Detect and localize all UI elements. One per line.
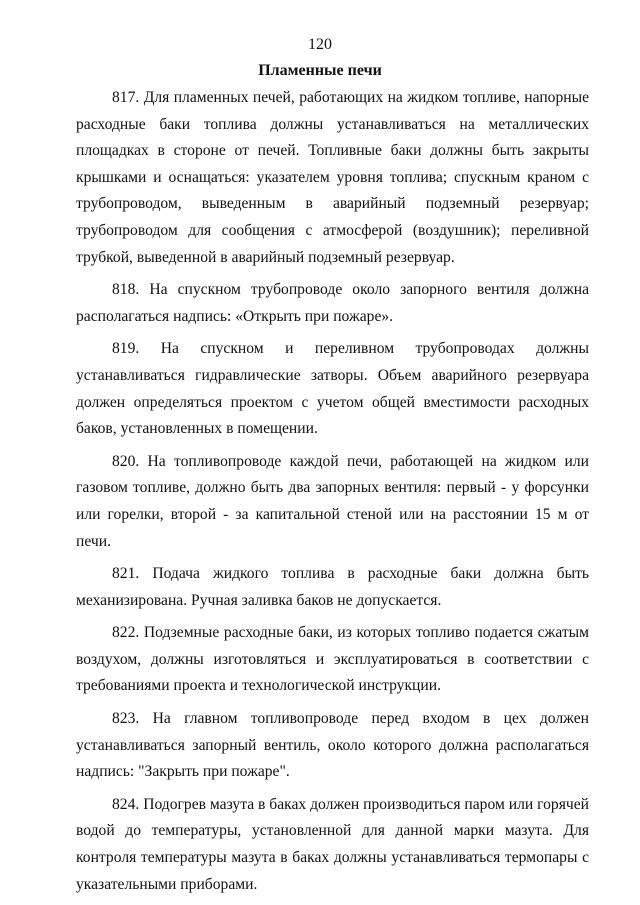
paragraph-820: 820. На топливопроводе каждой печи, работающей на жидком или газовом топливе, должно быть два запорных вентиля: первый - у форсунки или горелки, второй - за капитальной стеной или на расстоянии 15 м от печи. [76,452,589,550]
paragraph-819: 819. На спускном и переливном трубопроводах должны устанавливаться гидравлические затворы. Объем аварийного резервуара должен определяться проектом с учетом общей вместимости расходных баков, установленных в помещении. [76,340,589,438]
paragraph-823: 823. На главном топливопроводе перед входом в цех должен устанавливаться запорный вентиль, около которого должна располагаться надпись: "Закрыть при пожаре". [76,710,589,781]
paragraph-822: 822. Подземные расходные баки, из которых топливо подается сжатым воздухом, должны изготовляться и эксплуатироваться в соответствии с требованиями проекта и технологической инструкции. [76,624,589,695]
section-title: Пламенные печи [258,62,382,79]
document-body [76,85,589,904]
paragraph-821: 821. Подача жидкого топлива в расходные баки должна быть механизирована. Ручная заливка баков не допускается. [76,565,589,609]
paragraph-824: 824. Подогрев мазута в баках должен производиться паром или горячей водой до температуры, установленной для данной марки мазута. Для контроля температуры мазута в баках должны устанавливаться термопары с указательными приборами. [76,795,589,893]
page-number: 120 [308,36,332,53]
paragraph-817: 817. Для пламенных печей, работающих на жидком топливе, напорные расходные баки топлива должны устанавливаться на металлических площадках в стороне от печей. Топливные баки должны быть закрыты крышками и оснащаться: указателем уровня топлива; спускным краном с трубопроводом, выведенным в аварийный подземный резервуар; трубопроводом для сообщения с атмосферой (воздушник); переливной трубкой, выведенной в аварийный подземный резервуар. [76,89,589,266]
paragraph-818: 818. На спускном трубопроводе около запорного вентиля должна располагаться надпись: «Открыть при пожаре». [76,281,589,325]
